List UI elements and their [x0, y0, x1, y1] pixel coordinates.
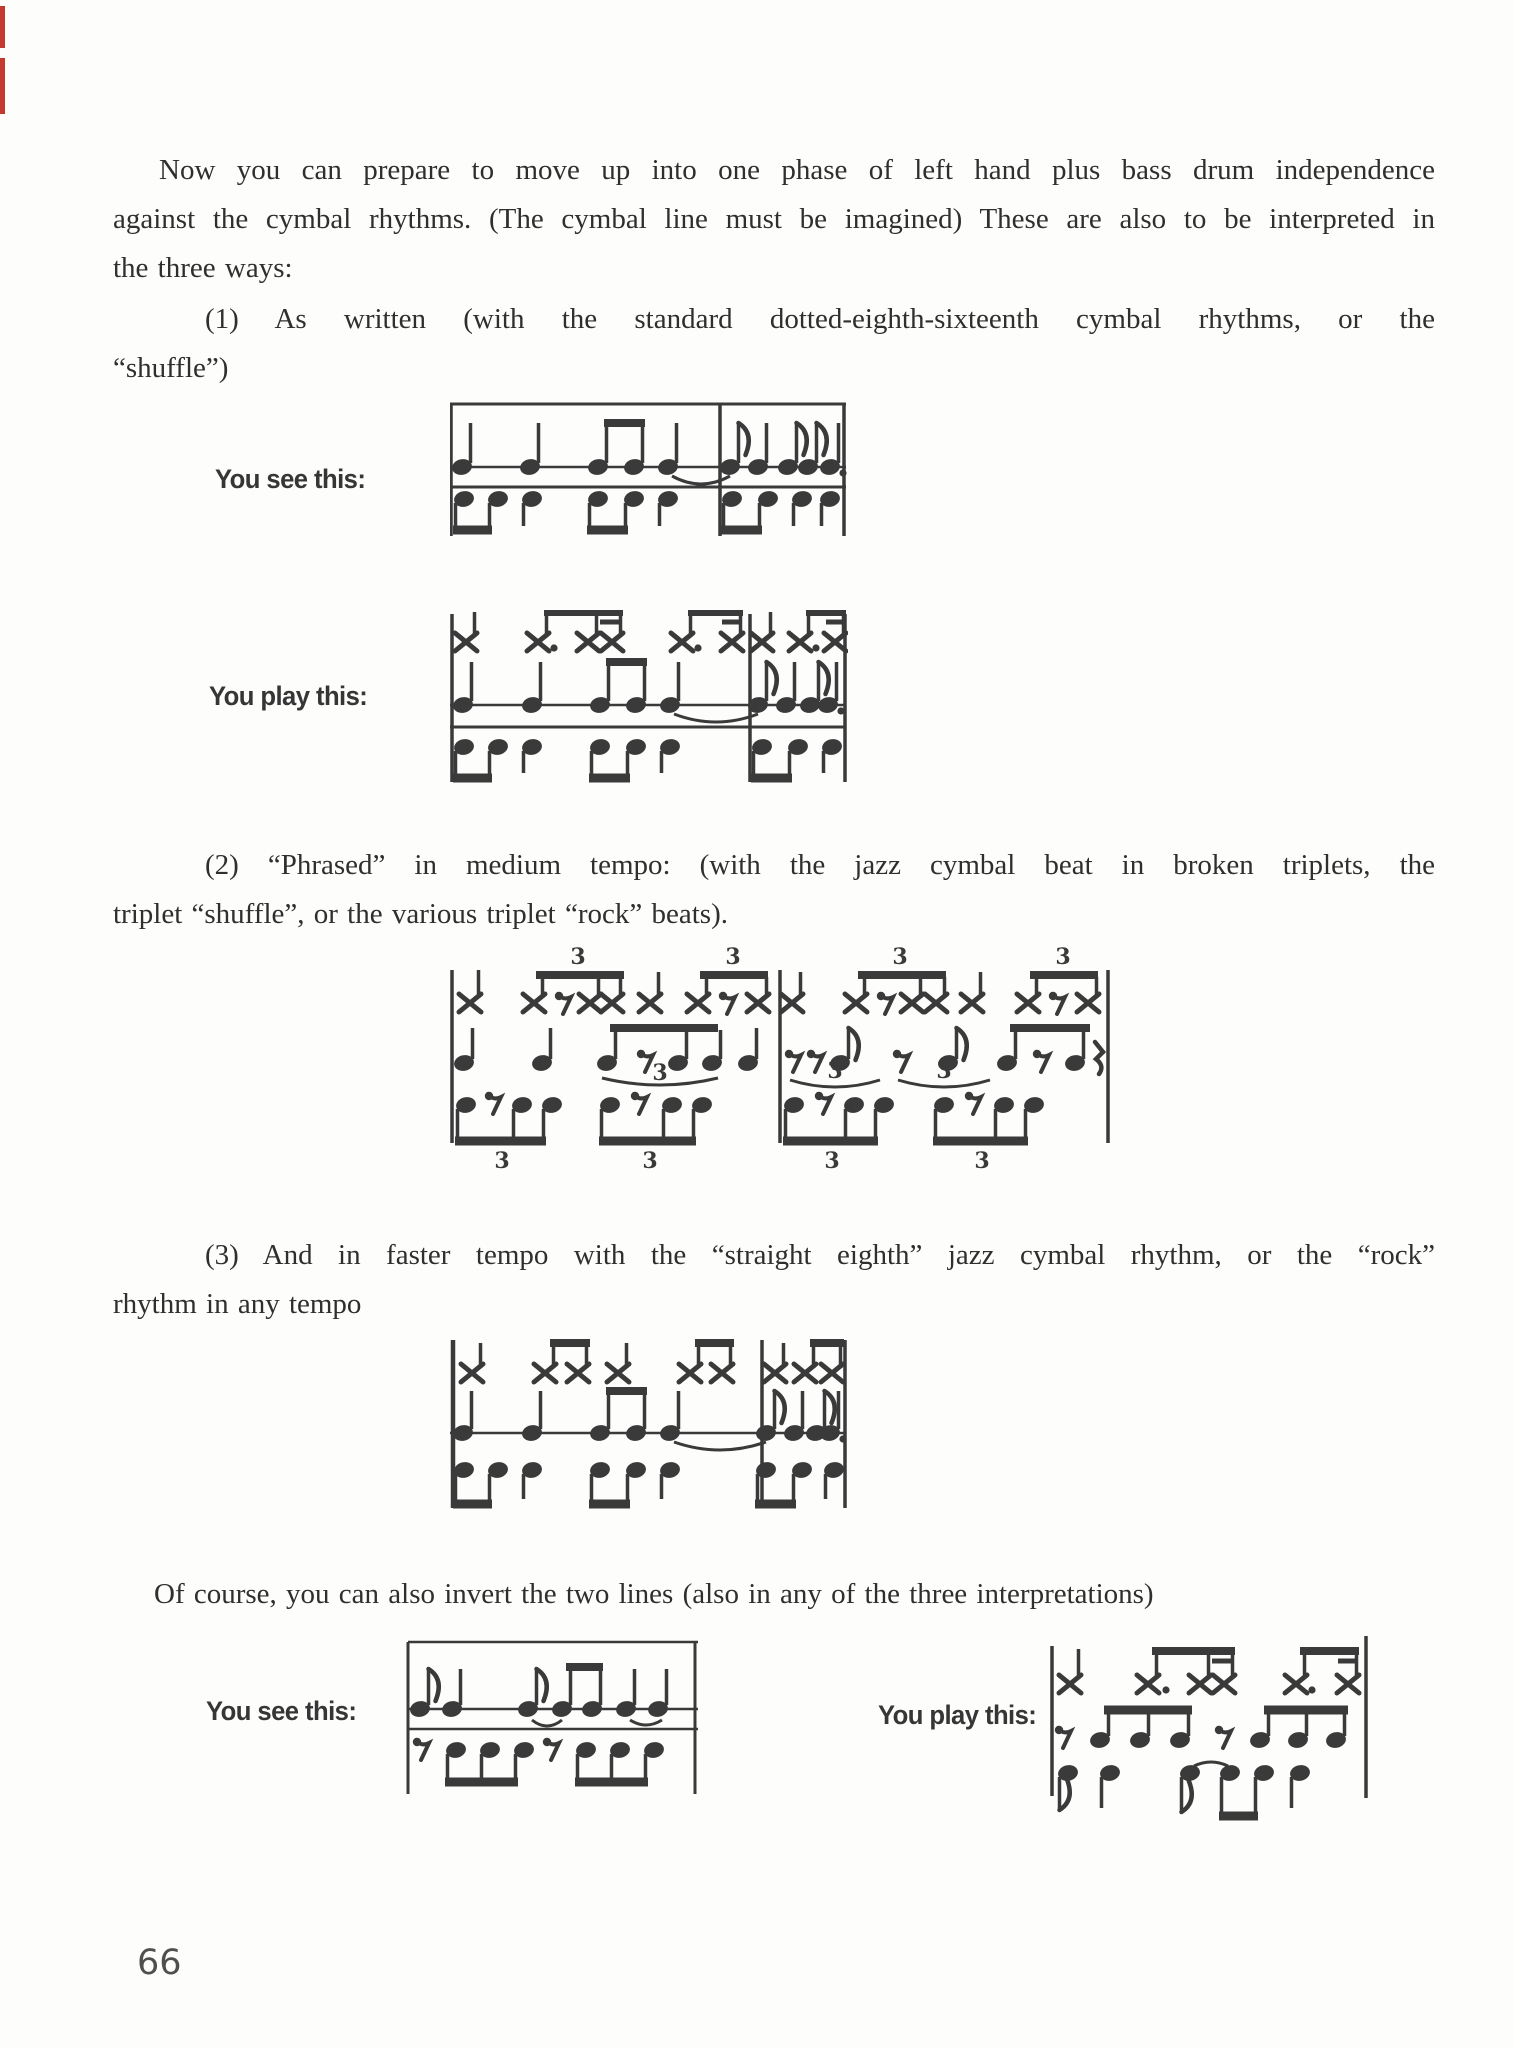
- paragraph-line: rhythm in any tempo: [113, 1288, 362, 1320]
- music-example-3-triplet-phrasing: [450, 928, 1112, 1183]
- paragraph-line: triplet “shuffle”, or the various triplet “rock” beats).: [113, 898, 728, 930]
- paragraph-line: Of course, you can also invert the two lines (also in any of the three interpretations): [154, 1578, 1154, 1610]
- triplet-numeral: 3: [827, 1058, 843, 1084]
- triplet-numeral: 3: [652, 1060, 668, 1086]
- music-example-2-you-play-this: [450, 610, 848, 788]
- page-number: 66: [137, 1943, 182, 1983]
- triplet-numeral: 3: [494, 1148, 510, 1174]
- triplet-numeral: 3: [892, 944, 908, 970]
- music-example-4-straight-eighth: [450, 1318, 848, 1518]
- list-item-3: [113, 1231, 1435, 1329]
- list-item-1: [113, 295, 1435, 393]
- red-edge-mark: [0, 58, 5, 114]
- paragraph-line: the three ways:: [113, 252, 293, 284]
- triplet-numeral: 3: [570, 944, 586, 970]
- paragraph-line: against the cymbal rhythms. (The cymbal line must be imagined) These are also to be interpreted in: [113, 203, 1435, 235]
- paragraph-intro: [113, 146, 1435, 293]
- music-example-6-inverted-you-play-this: [1048, 1618, 1376, 1853]
- music-example-1-you-see-this: [450, 396, 848, 548]
- caption-you-see-this-bottom: You see this:: [206, 1696, 357, 1726]
- red-edge-mark: [0, 6, 5, 48]
- triplet-numeral: 3: [725, 944, 741, 970]
- triplet-numeral: 3: [642, 1148, 658, 1174]
- paragraph-invert: [154, 1570, 1454, 1619]
- paragraph-line: (3) And in faster tempo with the “straight eighth” jazz cymbal rhythm, or the “rock”: [205, 1239, 1435, 1271]
- triplet-numeral: 3: [1055, 944, 1071, 970]
- paragraph-line: (2) “Phrased” in medium tempo: (with the jazz cymbal beat in broken triplets, the: [205, 849, 1435, 881]
- caption-you-play-this-top: You play this:: [209, 681, 368, 711]
- paragraph-line: Now you can prepare to move up into one phase of left hand plus bass drum independence: [159, 154, 1435, 186]
- list-item-2: [113, 841, 1435, 939]
- caption-you-see-this-top: You see this:: [215, 464, 366, 494]
- triplet-numeral: 3: [936, 1058, 952, 1084]
- triplet-numeral: 3: [824, 1148, 840, 1174]
- paragraph-line: (1) As written (with the standard dotted-eighth-sixteenth cymbal rhythms, or the: [205, 303, 1435, 335]
- triplet-numeral: 3: [974, 1148, 990, 1174]
- music-example-5-inverted-you-see-this: [400, 1632, 702, 1807]
- caption-you-play-this-bottom: You play this:: [878, 1700, 1037, 1730]
- paragraph-line: “shuffle”): [113, 352, 229, 384]
